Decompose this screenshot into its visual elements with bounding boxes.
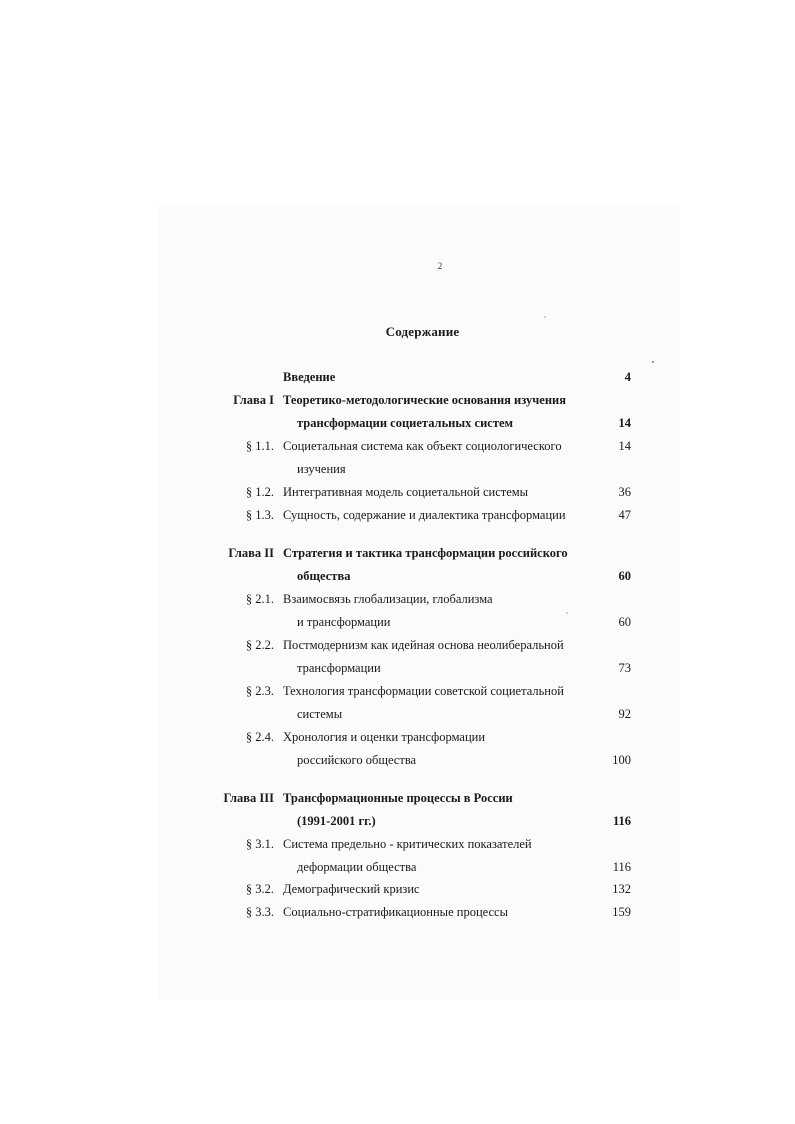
section-2-3-line-1: Технология трансформации советской социетальной bbox=[283, 684, 564, 698]
chapter-2-title-line-1: Стратегия и тактика трансформации российского bbox=[283, 546, 568, 560]
section-2-4-line-2: российского общества bbox=[297, 753, 417, 767]
chapter-2-page: 60 bbox=[618, 569, 631, 583]
section-3-1-line-2: деформации общества bbox=[297, 860, 417, 874]
chapter-3-page: 116 bbox=[612, 814, 631, 828]
section-3-1-page: 116 bbox=[612, 860, 631, 874]
section-2-2-number: § 2.2. bbox=[245, 638, 274, 652]
section-3-1-line-1: Система предельно - критических показателей bbox=[283, 837, 532, 851]
section-2-1-number: § 2.1. bbox=[245, 592, 274, 606]
chapter-3-title-line-2: (1991-2001 гг.) bbox=[297, 814, 376, 828]
section-1-1-line-2: изучения bbox=[297, 462, 346, 476]
section-3-3-line-1: Социально-стратификационные процессы bbox=[283, 905, 508, 919]
section-3-3-number: § 3.3. bbox=[245, 905, 274, 919]
section-2-3-number: § 2.3. bbox=[245, 684, 274, 698]
section-2-2-line-2: трансформации bbox=[297, 661, 381, 675]
section-2-3-line-2: системы bbox=[297, 707, 343, 721]
section-1-2-line-1: Интегративная модель социетальной системы bbox=[283, 485, 529, 499]
toc-intro-label: Введение bbox=[283, 370, 336, 384]
section-1-2-page: 36 bbox=[618, 485, 631, 499]
section-3-2-number: § 3.2. bbox=[245, 882, 274, 896]
scan-speck bbox=[566, 612, 568, 614]
section-3-2-line-1: Демографический кризис bbox=[283, 882, 420, 896]
chapter-1-title-line-2: трансформации социетальных систем bbox=[297, 416, 514, 430]
section-2-4-page: 100 bbox=[612, 753, 631, 767]
chapter-1-label: Глава I bbox=[233, 393, 274, 407]
chapter-3-title-line-1: Трансформационные процессы в России bbox=[283, 791, 513, 805]
toc-intro-page: 4 bbox=[624, 370, 631, 384]
section-2-4-line-1: Хронология и оценки трансформации bbox=[283, 730, 486, 744]
chapter-3-label: Глава III bbox=[223, 791, 274, 805]
section-1-2-number: § 1.2. bbox=[245, 485, 274, 499]
section-2-2-line-1: Постмодернизм как идейная основа неолиберальной bbox=[283, 638, 564, 652]
chapter-1-page: 14 bbox=[618, 416, 631, 430]
section-3-2-page: 132 bbox=[612, 882, 631, 896]
page-title: Содержание bbox=[385, 324, 460, 339]
page-number: 2 bbox=[437, 261, 443, 271]
section-1-1-page: 14 bbox=[618, 439, 631, 453]
section-3-1-number: § 3.1. bbox=[245, 837, 274, 851]
section-2-4-number: § 2.4. bbox=[245, 730, 274, 744]
scan-speck bbox=[652, 361, 654, 363]
section-1-1-number: § 1.1. bbox=[245, 439, 274, 453]
section-1-3-page: 47 bbox=[618, 508, 631, 522]
chapter-2-title-line-2: общества bbox=[297, 569, 351, 583]
chapter-2-label: Глава II bbox=[228, 546, 274, 560]
section-1-3-line-1: Сущность, содержание и диалектика трансформации bbox=[283, 508, 566, 522]
section-2-1-line-1: Взаимосвязь глобализации, глобализма bbox=[283, 592, 493, 606]
section-3-3-page: 159 bbox=[612, 905, 631, 919]
section-2-3-page: 92 bbox=[618, 707, 631, 721]
section-1-3-number: § 1.3. bbox=[245, 508, 274, 522]
section-2-1-page: 60 bbox=[618, 615, 631, 629]
section-1-1-line-1: Социетальная система как объект социологического bbox=[283, 439, 562, 453]
chapter-1-title-line-1: Теоретико-методологические основания изучения bbox=[283, 393, 567, 407]
section-2-2-page: 73 bbox=[618, 661, 631, 675]
section-2-1-line-2: и трансформации bbox=[297, 615, 391, 629]
scan-speck bbox=[544, 316, 546, 318]
